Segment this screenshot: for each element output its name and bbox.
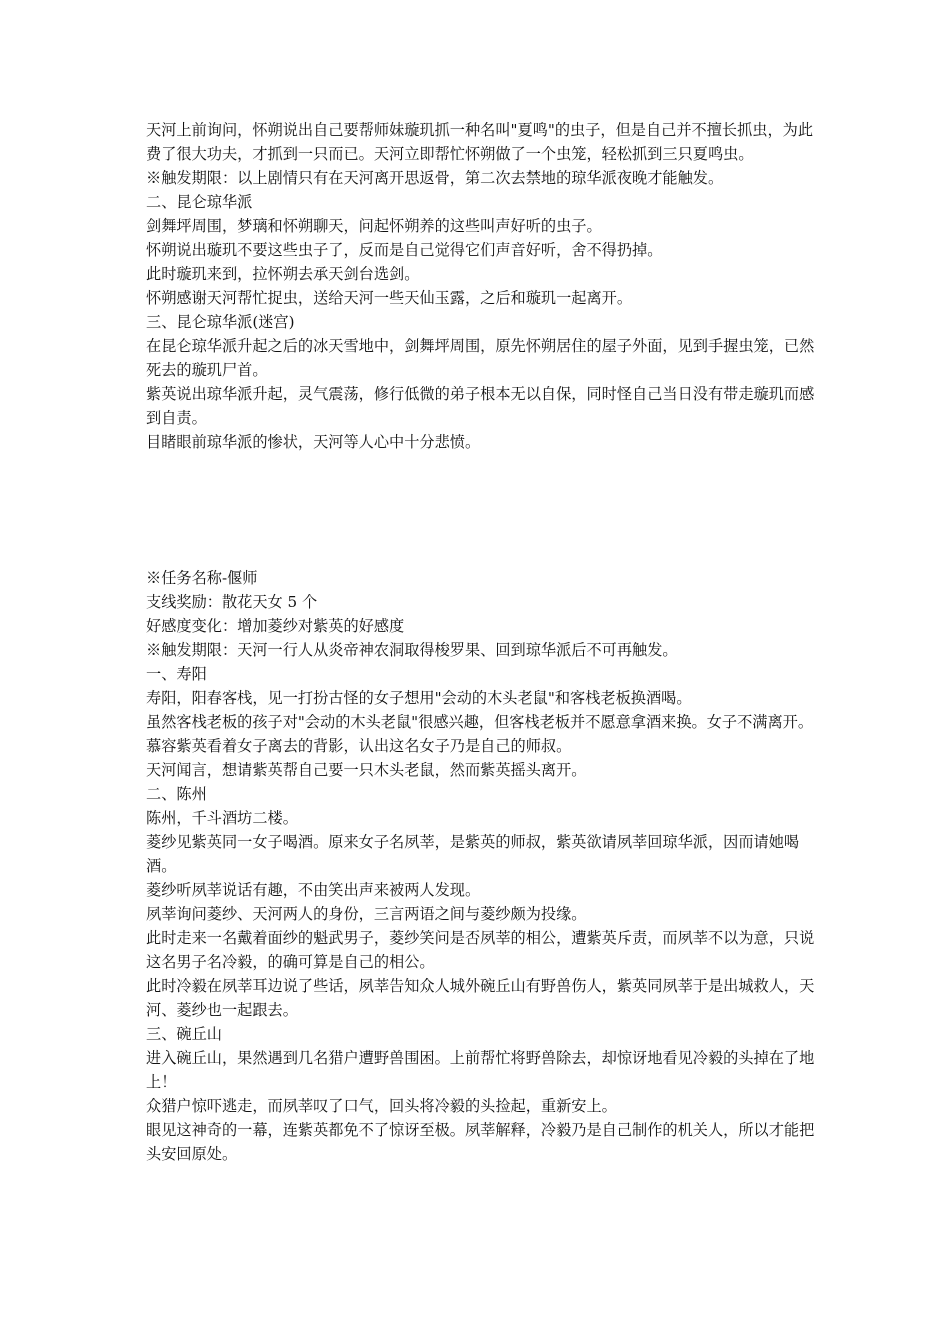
paragraph: 虽然客栈老板的孩子对"会动的木头老鼠"很感兴趣，但客栈老板并不愿意拿酒来换。女子不满离开。	[146, 713, 814, 731]
story-section-2	[146, 566, 816, 1166]
quest-reward: 支线奖励：散花天女 5 个	[146, 593, 318, 611]
trigger-note: ※触发期限：天河一行人从炎帝神农洞取得梭罗果、回到琼华派后不可再触发。	[146, 641, 678, 659]
paragraph: 此时冷毅在夙莘耳边说了些话，夙莘告知众人城外碗丘山有野兽伤人，紫英同夙莘于是出城救人，天河、菱纱也一起跟去。	[146, 977, 815, 1019]
paragraph: 怀朔说出璇玑不要这些虫子了，反而是自己觉得它们声音好听，舍不得扔掉。	[146, 241, 663, 259]
paragraph: 天河闻言，想请紫英帮自己要一只木头老鼠，然而紫英摇头离开。	[146, 761, 587, 779]
paragraph: 菱纱听夙莘说话有趣，不由笑出声来被两人发现。	[146, 881, 481, 899]
trigger-note: ※触发期限：以上剧情只有在天河离开思返骨，第二次去禁地的琼华派夜晚才能触发。	[146, 169, 724, 187]
paragraph: 寿阳，阳春客栈，见一打扮古怪的女子想用"会动的木头老鼠"和客栈老板换酒喝。	[146, 689, 692, 707]
quest-title: ※任务名称-偃师	[146, 569, 258, 587]
paragraph: 慕容紫英看着女子离去的背影，认出这名女子乃是自己的师叔。	[146, 737, 572, 755]
paragraph: 天河上前询问，怀朔说出自己要帮师妹璇玑抓一种名叫"夏鸣"的虫子，但是自己并不擅长抓虫，为此费了很大功夫，才抓到一只而已。天河立即帮忙怀朔做了一个虫笼，轻松抓到三只夏鸣虫。	[146, 121, 814, 163]
paragraph: 怀朔感谢天河帮忙捉虫，送给天河一些天仙玉露，之后和璇玑一起离开。	[146, 289, 632, 307]
paragraph: 在昆仑琼华派升起之后的冰天雪地中，剑舞坪周围，原先怀朔居住的屋子外面，见到手握虫笼，已然死去的璇玑尸首。	[146, 337, 815, 379]
paragraph: 菱纱见紫英同一女子喝酒。原来女子名夙莘，是紫英的师叔，紫英欲请夙莘回琼华派，因而请她喝酒。	[146, 833, 800, 875]
story-section-1	[146, 118, 816, 454]
paragraph: 目睹眼前琼华派的惨状，天河等人心中十分悲愤。	[146, 433, 481, 451]
paragraph: 紫英说出琼华派升起，灵气震荡，修行低微的弟子根本无以自保，同时怪自己当日没有带走璇玑而感到自责。	[146, 385, 815, 427]
section-heading: 一、寿阳	[146, 665, 207, 683]
section-heading: 三、昆仑琼华派(迷宫)	[146, 313, 295, 331]
paragraph: 剑舞坪周围，梦璃和怀朔聊天，问起怀朔养的这些叫声好听的虫子。	[146, 217, 602, 235]
paragraph: 此时璇玑来到，拉怀朔去承天剑台选剑。	[146, 265, 420, 283]
paragraph: 进入碗丘山，果然遇到几名猎户遭野兽围困。上前帮忙将野兽除去，却惊讶地看见冷毅的头掉在了地上！	[146, 1049, 815, 1091]
section-heading: 三、碗丘山	[146, 1025, 222, 1043]
paragraph: 陈州，千斗酒坊二楼。	[146, 809, 298, 827]
paragraph: 眼见这神奇的一幕，连紫英都免不了惊讶至极。夙莘解释，冷毅乃是自己制作的机关人，所以才能把头安回原处。	[146, 1121, 815, 1163]
paragraph: 众猎户惊吓逃走，而夙莘叹了口气，回头将冷毅的头捡起，重新安上。	[146, 1097, 617, 1115]
paragraph: 夙莘询问菱纱、天河两人的身份，三言两语之间与菱纱颇为投缘。	[146, 905, 587, 923]
affection-change: 好感度变化：增加菱纱对紫英的好感度	[146, 617, 405, 635]
section-heading: 二、昆仑琼华派	[146, 193, 253, 211]
paragraph: 此时走来一名戴着面纱的魁武男子，菱纱笑问是否夙莘的相公，遭紫英斥责，而夙莘不以为意，只说这名男子名冷毅，的确可算是自己的相公。	[146, 929, 815, 971]
section-heading: 二、陈州	[146, 785, 207, 803]
